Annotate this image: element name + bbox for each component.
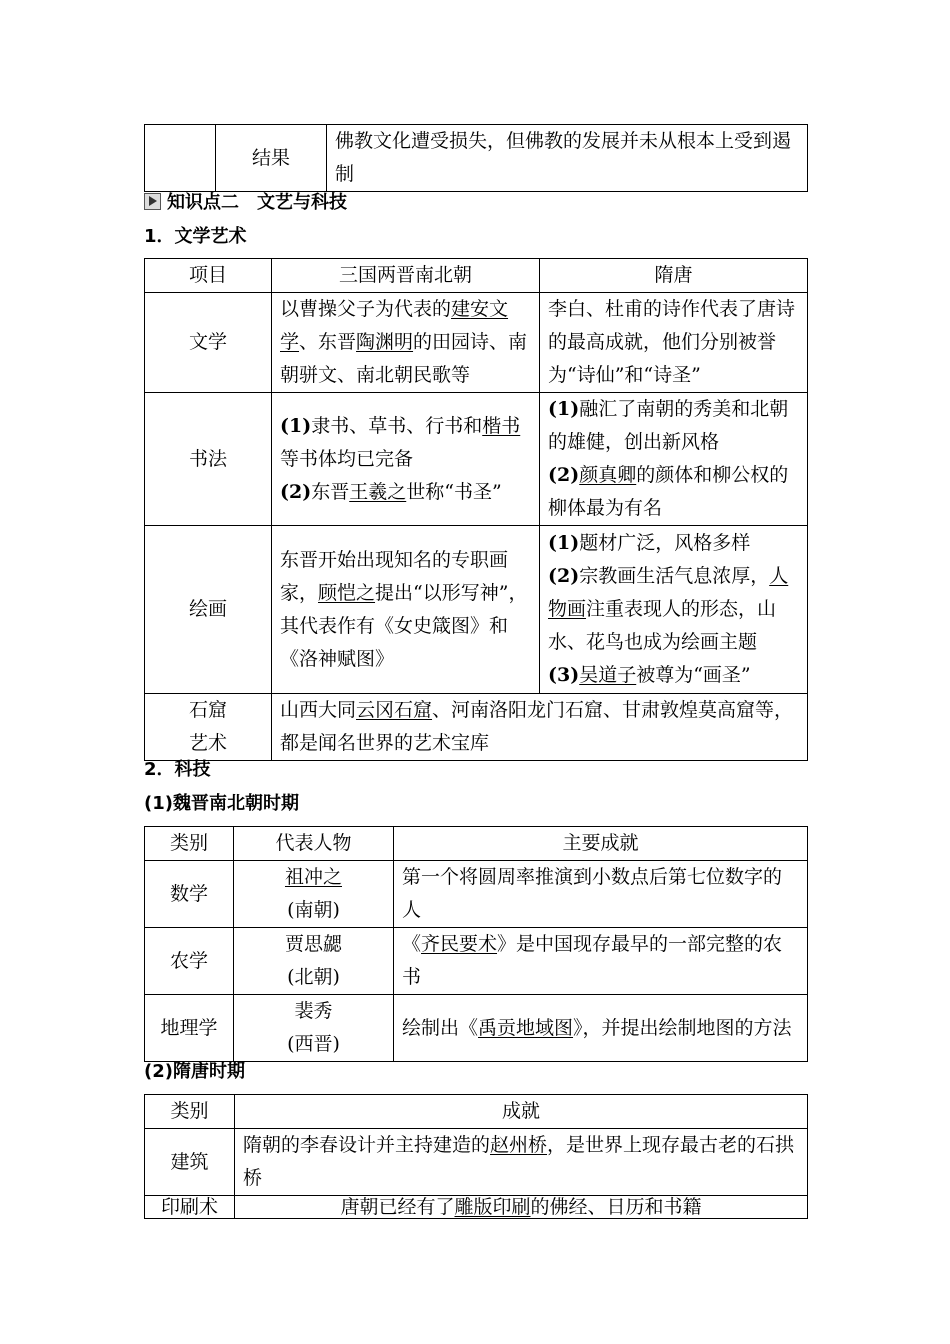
table-row xyxy=(145,393,808,526)
row-label-literature: 文学 xyxy=(145,293,272,393)
header-category: 类别 xyxy=(145,1095,235,1129)
term-wangxizhi: 王羲之 xyxy=(349,480,407,503)
grotto-content: 山西大同云冈石窟、河南洛阳龙门石窟、甘肃敦煌莫高窟等，都是闻名世界的艺术宝库 xyxy=(272,694,808,761)
row-label-painting: 绘画 xyxy=(145,526,272,694)
painting-suitang: (1)题材广泛，风格多样 (2)宗教画生活气息浓厚，人物画注重表现人的形态，山水、花鸟也成为绘画主题 (3)吴道子被尊为“画圣” xyxy=(540,526,808,694)
arts-table xyxy=(144,258,808,761)
table-row xyxy=(145,293,808,393)
result-content xyxy=(327,125,808,192)
category-agriculture: 农学 xyxy=(145,928,234,995)
table-row xyxy=(145,995,808,1062)
achievement-agriculture: 《齐民要术》是中国现存最早的一部完整的农书 xyxy=(394,928,808,995)
result-line-1: 佛教文化遭受损失，但佛教的发展并未从根本上受到遏 xyxy=(335,130,792,152)
calligraphy-suitang: (1)融汇了南朝的秀美和北朝的雄健，创出新风格 (2)颜真卿的颜体和柳公权的柳体最为有名 xyxy=(540,393,808,526)
term-zhaozhouqiao: 赵州桥 xyxy=(490,1134,548,1156)
term-wudaozi: 吴道子 xyxy=(579,664,637,686)
row-label-calligraphy: 书法 xyxy=(145,393,272,526)
category-architecture: 建筑 xyxy=(145,1129,235,1196)
result-line-2: 制 xyxy=(335,163,355,185)
table-header-row xyxy=(145,1095,808,1129)
header-achievement: 成就 xyxy=(235,1095,808,1129)
person-zuchongzhi: 祖冲之 (南朝) xyxy=(234,861,394,928)
literature-sanguo: 以曹操父子为代表的建安文学、东晋陶渊明的田园诗、南朝骈文、南北朝民歌等 xyxy=(272,293,540,393)
science-table-weijin xyxy=(144,826,808,1062)
header-sanguo: 三国两晋南北朝 xyxy=(272,259,540,293)
header-suitang: 隋唐 xyxy=(540,259,808,293)
subheading-weijin: (1)魏晋南北朝时期 xyxy=(144,793,299,814)
term-yugongdiyutu: 禹贡地域图 xyxy=(478,1016,574,1039)
subheading-suitang: (2)隋唐时期 xyxy=(144,1061,245,1082)
term-renwuhua: 人物画 xyxy=(548,565,789,620)
table-header-row xyxy=(145,259,808,293)
term-jianan: 建安文学 xyxy=(280,298,509,353)
table-row xyxy=(145,694,808,761)
term-yanzhenqing: 颜真卿 xyxy=(579,464,637,486)
category-printing: 印刷术 xyxy=(145,1196,235,1219)
calligraphy-sanguo: (1)隶书、草书、行书和楷书等书体均已完备 (2)东晋王羲之世称“书圣” xyxy=(272,393,540,526)
play-triangle-icon xyxy=(144,193,161,210)
table-row xyxy=(145,1196,808,1219)
result-label: 结果 xyxy=(216,125,327,192)
term-gukaizhi: 顾恺之 xyxy=(318,581,376,604)
term-diaobanyinshua: 雕版印刷 xyxy=(454,1196,531,1218)
term-taoyuanming: 陶渊明 xyxy=(356,331,414,353)
term-qiminyaoshu: 齐民要术 xyxy=(421,933,498,955)
row-label-grotto: 石窟 艺术 xyxy=(145,694,272,761)
literature-suitang: 李白、杜甫的诗作代表了唐诗的最高成就，他们分别被誉为“诗仙”和“诗圣” xyxy=(540,293,808,393)
subheading-science: 2．科技 xyxy=(144,759,211,780)
result-table xyxy=(144,124,808,192)
header-achievement: 主要成就 xyxy=(394,827,808,861)
table-row xyxy=(145,861,808,928)
table-row xyxy=(145,1129,808,1196)
subheading-literature-arts: 1．文学艺术 xyxy=(144,226,247,247)
header-item: 项目 xyxy=(145,259,272,293)
painting-sanguo: 东晋开始出现知名的专职画家，顾恺之提出“以形写神”，其代表作有《女史箴图》和《洛神赋图》 xyxy=(272,526,540,694)
empty-cell xyxy=(145,125,216,192)
science-table-suitang xyxy=(144,1094,808,1219)
achievement-math: 第一个将圆周率推演到小数点后第七位数字的人 xyxy=(394,861,808,928)
section-heading xyxy=(144,190,347,216)
section-title: 知识点二 文艺与科技 xyxy=(167,192,347,213)
header-category: 类别 xyxy=(145,827,234,861)
achievement-geography: 绘制出《禹贡地域图》，并提出绘制地图的方法 xyxy=(394,995,808,1062)
category-geography: 地理学 xyxy=(145,995,234,1062)
table-row xyxy=(145,928,808,995)
table-row xyxy=(145,526,808,694)
term-yungang: 云冈石窟 xyxy=(356,699,433,721)
achievement-printing: 唐朝已经有了雕版印刷的佛经、日历和书籍 xyxy=(235,1196,808,1219)
category-math: 数学 xyxy=(145,861,234,928)
header-person: 代表人物 xyxy=(234,827,394,861)
person-jiasixie: 贾思勰 (北朝) xyxy=(234,928,394,995)
achievement-architecture: 隋朝的李春设计并主持建造的赵州桥，是世界上现存最古老的石拱桥 xyxy=(235,1129,808,1196)
person-peixiu: 裴秀 (西晋) xyxy=(234,995,394,1062)
table-header-row xyxy=(145,827,808,861)
term-kaishu: 楷书 xyxy=(482,414,521,437)
